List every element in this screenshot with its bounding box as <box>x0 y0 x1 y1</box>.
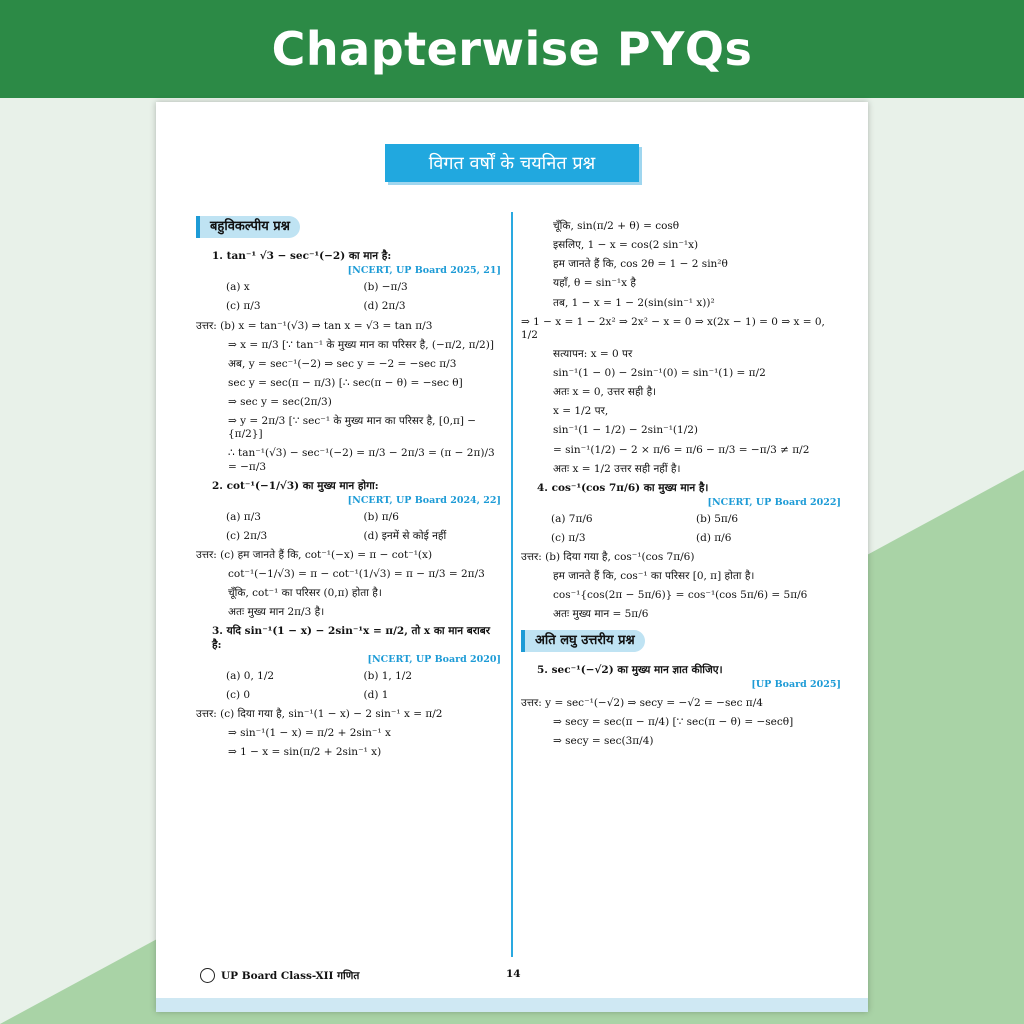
option: (a) x <box>226 281 250 294</box>
question-5-source: [UP Board 2025] <box>751 678 841 690</box>
footer-strip <box>156 998 868 1012</box>
question-4-source: [NCERT, UP Board 2022] <box>707 496 841 508</box>
answer-1-line: उत्तर: (b) x = tan⁻¹(√3) ⇒ tan x = √3 = tan π/3 <box>196 319 433 332</box>
question-1-source: [NCERT, UP Board 2025, 21] <box>347 265 501 277</box>
answer-3-cont-line: हम जानते हैं कि, cos 2θ = 1 − 2 sin²θ <box>553 258 728 271</box>
option: (c) 0 <box>226 688 251 701</box>
book-title: UP Board Class-XII गणित <box>221 969 360 982</box>
answer-1-line: ⇒ sec y = sec(2π/3) <box>228 396 332 408</box>
question-2-source: [NCERT, UP Board 2024, 22] <box>347 494 501 506</box>
answer-3-cont-line: इसलिए, 1 − x = cos(2 sin⁻¹x) <box>553 239 699 252</box>
option: (c) π/3 <box>551 531 586 544</box>
answer-1-line: अब, y = sec⁻¹(−2) ⇒ sec y = −2 = −sec π/3 <box>228 357 457 370</box>
option: (a) 7π/6 <box>551 512 593 525</box>
option: (b) π/6 <box>363 510 399 523</box>
right-column <box>521 214 841 754</box>
page-footer <box>200 968 359 983</box>
answer-5-line: उत्तर: y = sec⁻¹(−√2) ⇒ secy = −√2 = −sec π/4 <box>521 696 763 709</box>
answer-4-line: cos⁻¹{cos(2π − 5π/6)} = cos⁻¹(cos 5π/6) = 5π/6 <box>553 589 808 602</box>
question-3-source: [NCERT, UP Board 2020] <box>367 653 501 665</box>
answer-3-cont-line: = sin⁻¹(1/2) − 2 × π/6 = π/6 − π/3 = −π/3 ≠ π/2 <box>553 443 810 456</box>
answer-2-line: cot⁻¹(−1/√3) = π − cot⁻¹(1/√3) = π − π/3 = 2π/3 <box>228 568 485 580</box>
banner-title: Chapterwise PYQs <box>271 22 753 76</box>
question-1: 1. tan⁻¹ √3 − sec⁻¹(−2) का मान है: <box>212 250 392 263</box>
question-3: 3. यदि sin⁻¹(1 − x) − 2sin⁻¹x = π/2, तो x का मान बराबर है: <box>212 625 491 651</box>
question-1-options <box>226 281 501 313</box>
option: (c) π/3 <box>226 300 261 313</box>
publisher-logo-icon <box>200 968 215 983</box>
page-number: 14 <box>506 968 521 980</box>
verification-heading: सत्यापन: x = 0 पर <box>553 347 633 360</box>
option: (d) इनमें से कोई नहीं <box>363 529 447 542</box>
book-page <box>156 102 868 1012</box>
answer-3-cont-line: sin⁻¹(1 − 0) − 2sin⁻¹(0) = sin⁻¹(1) = π/2 <box>553 367 766 379</box>
option: (d) 2π/3 <box>363 300 406 313</box>
option: (d) 1 <box>363 688 389 701</box>
answer-4-line: अतः मुख्य मान = 5π/6 <box>553 608 649 621</box>
answer-2-line: चूँकि, cot⁻¹ का परिसर (0,π) होता है। <box>228 587 382 600</box>
answer-3-line: ⇒ sin⁻¹(1 − x) = π/2 + 2sin⁻¹ x <box>228 726 391 739</box>
question-3-options <box>226 670 501 702</box>
answer-3-cont-line: sin⁻¹(1 − 1/2) − 2sin⁻¹(1/2) <box>553 424 699 437</box>
answer-2-line: अतः मुख्य मान 2π/3 है। <box>228 606 325 619</box>
answer-3-cont-line: अतः x = 1/2 उत्तर सही नहीं है। <box>553 462 681 475</box>
question-5: 5. sec⁻¹(−√2) का मुख्य मान ज्ञात कीजिए। <box>537 663 723 676</box>
option: (a) π/3 <box>226 510 261 523</box>
section-heading-short: अति लघु उत्तरीय प्रश्न <box>521 630 645 652</box>
answer-3-cont-line: चूँकि, sin(π/2 + θ) = cosθ <box>553 220 680 232</box>
answer-3-cont-line: यहाँ, θ = sin⁻¹x है <box>553 277 636 290</box>
page-title-box <box>385 144 639 182</box>
section-heading-mcq: बहुविकल्पीय प्रश्न <box>196 216 300 238</box>
page-title: विगत वर्षों के चयनित प्रश्न <box>428 153 596 174</box>
answer-1-line: sec y = sec(π − π/3) [∴ sec(π − θ) = −sec θ] <box>228 376 463 389</box>
answer-1-line: ⇒ x = π/3 [∵ tan⁻¹ के मुख्य मान का परिसर है, (−π/2, π/2)] <box>228 338 494 351</box>
answer-5-line: ⇒ secy = sec(π − π/4) [∵ sec(π − θ) = −secθ] <box>553 715 794 728</box>
answer-1-line: ∴ tan⁻¹(√3) − sec⁻¹(−2) = π/3 − 2π/3 = (π − 2π)/3 = −π/3 <box>228 447 495 473</box>
banner <box>0 0 1024 98</box>
question-4-options <box>551 513 841 545</box>
answer-3-line: ⇒ 1 − x = sin(π/2 + 2sin⁻¹ x) <box>228 746 382 758</box>
answer-3-line: उत्तर: (c) दिया गया है, sin⁻¹(1 − x) − 2 sin⁻¹ x = π/2 <box>196 707 443 720</box>
option: (a) 0, 1/2 <box>226 669 275 682</box>
option: (d) π/6 <box>696 531 732 544</box>
question-2-options <box>226 511 501 543</box>
answer-3-cont-line: x = 1/2 पर, <box>553 405 609 418</box>
answer-4-line: उत्तर: (b) दिया गया है, cos⁻¹(cos 7π/6) <box>521 551 695 563</box>
answer-3-cont-line: अतः x = 0, उत्तर सही है। <box>553 386 657 399</box>
answer-4-line: हम जानते हैं कि, cos⁻¹ का परिसर [0, π] होता है। <box>553 570 755 583</box>
answer-1-line: ⇒ y = 2π/3 [∵ sec⁻¹ के मुख्य मान का परिसर है, [0,π] − {π/2}] <box>228 415 477 441</box>
option: (c) 2π/3 <box>226 529 268 542</box>
answer-3-cont-line: ⇒ 1 − x = 1 − 2x² ⇒ 2x² − x = 0 ⇒ x(2x − 1) = 0 ⇒ x = 0, 1/2 <box>521 315 825 341</box>
answer-2-line: उत्तर: (c) हम जानते हैं कि, cot⁻¹(−x) = π − cot⁻¹(x) <box>196 548 433 561</box>
question-2: 2. cot⁻¹(−1/√3) का मुख्य मान होगा: <box>212 479 379 492</box>
column-divider <box>511 212 513 957</box>
left-column <box>196 214 501 765</box>
answer-3-cont-line: तब, 1 − x = 1 − 2(sin(sin⁻¹ x))² <box>553 296 715 309</box>
answer-5-line: ⇒ secy = sec(3π/4) <box>553 735 654 747</box>
option: (b) −π/3 <box>363 281 408 294</box>
option: (b) 1, 1/2 <box>363 669 413 682</box>
option: (b) 5π/6 <box>696 512 739 525</box>
question-4: 4. cos⁻¹(cos 7π/6) का मुख्य मान है। <box>537 481 709 494</box>
